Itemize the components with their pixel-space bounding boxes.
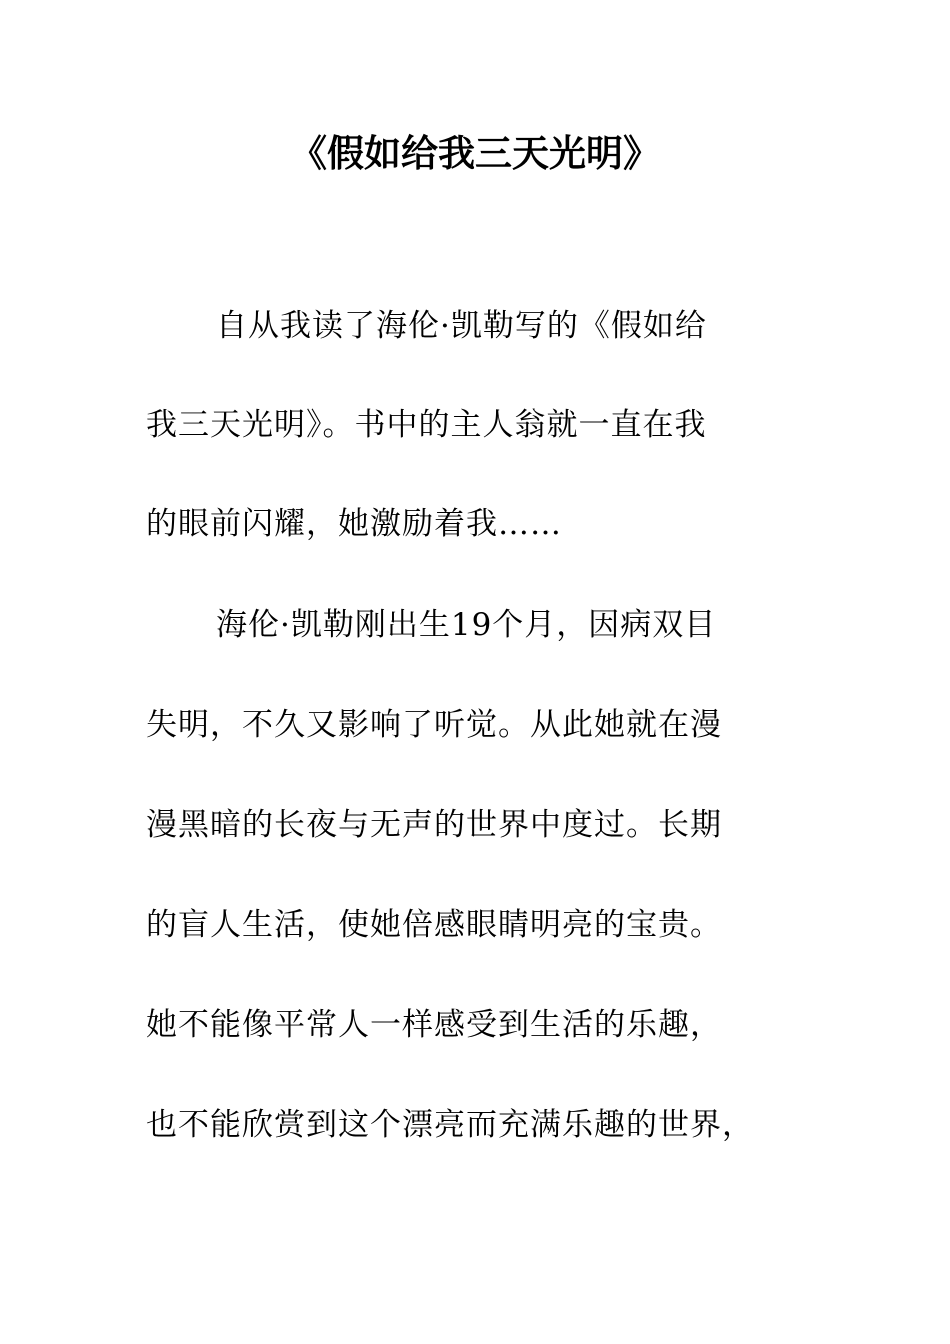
paragraph-2-line-4: 的盲人生活，使她倍感眼睛明亮的宝贵。 — [146, 907, 722, 943]
paragraph-1-line-1: 自从我读了海伦·凯勒写的《假如给 — [216, 308, 707, 344]
paragraph-2-line-6: 也不能欣赏到这个漂亮而充满乐趣的世界， — [146, 1107, 754, 1143]
paragraph-2-line-5: 她不能像平常人一样感受到生活的乐趣， — [146, 1007, 722, 1043]
document-title: 《假如给我三天光明》 — [290, 131, 660, 175]
paragraph-1-line-2: 我三天光明》。书中的主人翁就一直在我 — [146, 407, 707, 443]
paragraph-2-line-2: 失明，不久又影响了听觉。从此她就在漫 — [146, 707, 722, 743]
paragraph-2-line-3: 漫黑暗的长夜与无声的世界中度过。长期 — [146, 807, 722, 843]
paragraph-1-line-3: 的眼前闪耀，她激励着我…… — [146, 506, 562, 542]
paragraph-2-line-1: 海伦·凯勒刚出生19个月，因病双目 — [216, 607, 717, 643]
